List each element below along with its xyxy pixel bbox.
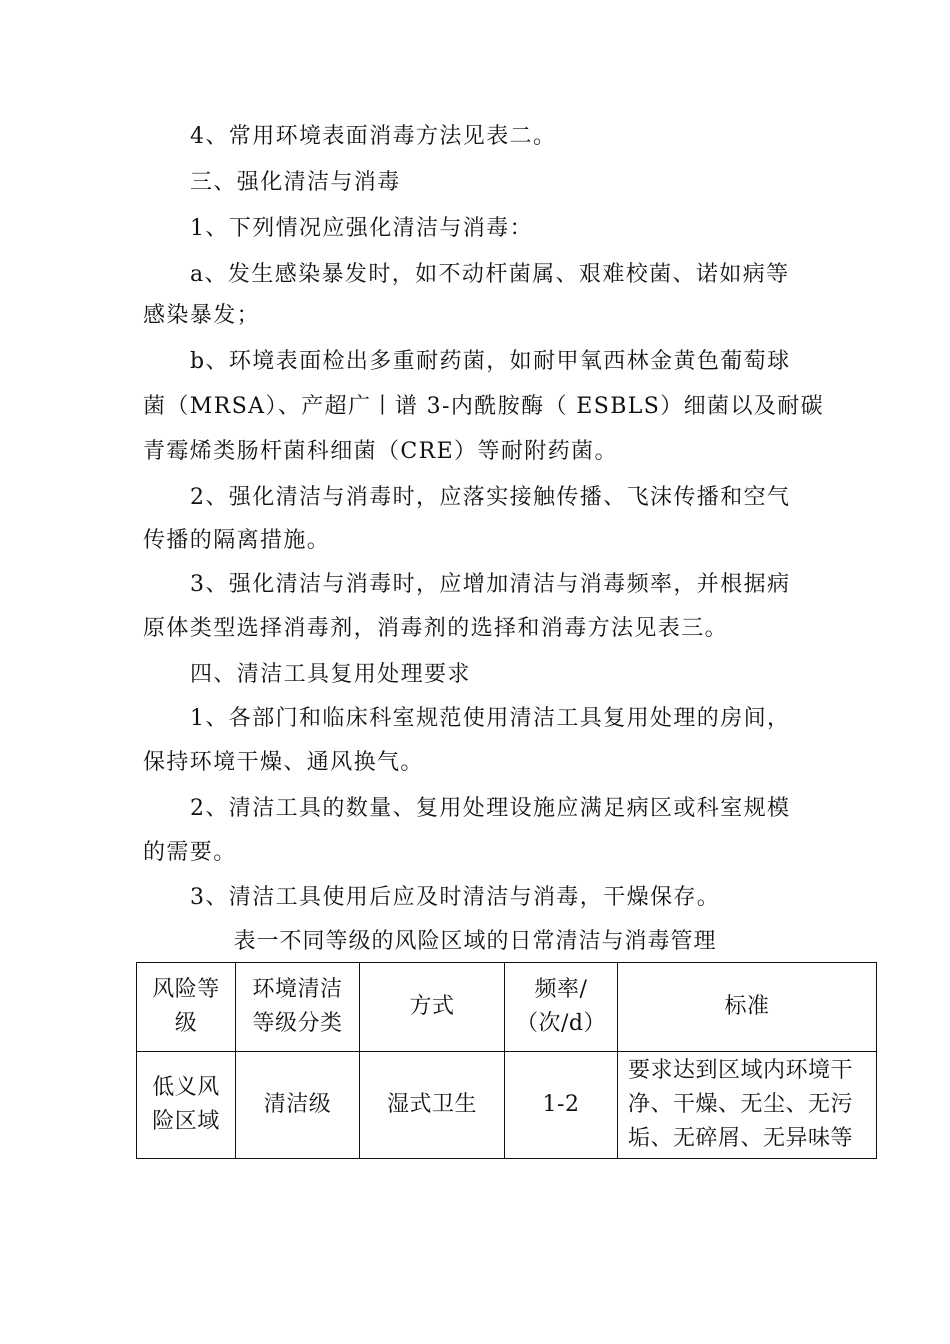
header-method: 方式 xyxy=(360,963,505,1052)
section-heading: 三、强化清洁与消毒 xyxy=(190,170,401,195)
cell-standard: 要求达到区域内环境干净、干燥、无尘、无污垢、无碎屑、无异味等 xyxy=(618,1052,877,1159)
paragraph-line: 2、强化清洁与消毒时，应落实接触传播、飞沫传播和空气 xyxy=(190,485,791,510)
paragraph-line: 3、清洁工具使用后应及时清洁与消毒，干燥保存。 xyxy=(190,885,721,910)
header-frequency: 频率/（次/d） xyxy=(505,963,618,1052)
header-cleaning-grade: 环境清洁等级分类 xyxy=(236,963,360,1052)
paragraph-line: 1、各部门和临床科室规范使用清洁工具复用处理的房间， xyxy=(190,706,791,731)
paragraph-line: 2、清洁工具的数量、复用处理设施应满足病区或科室规模 xyxy=(190,796,791,821)
header-risk-level: 风险等级 xyxy=(137,963,236,1052)
risk-area-table xyxy=(136,962,877,1159)
paragraph-line: 的需要。 xyxy=(143,840,237,865)
paragraph-line: 保持环境干燥、通风换气。 xyxy=(143,750,424,775)
paragraph-line: b、环境表面检出多重耐药菌，如耐甲氧西林金黄色葡萄球 xyxy=(190,349,791,374)
cell-risk-level: 低义风险区域 xyxy=(137,1052,236,1159)
paragraph-line: 4、常用环境表面消毒方法见表二。 xyxy=(190,124,557,149)
paragraph-line: 传播的隔离措施。 xyxy=(143,528,331,553)
cell-frequency: 1-2 xyxy=(505,1052,618,1159)
table-caption: 表一不同等级的风险区域的日常清洁与消毒管理 xyxy=(233,929,717,954)
cell-method: 湿式卫生 xyxy=(360,1052,505,1159)
paragraph-line: 1、下列情况应强化清洁与消毒： xyxy=(190,216,533,241)
cell-cleaning-grade: 清洁级 xyxy=(236,1052,360,1159)
paragraph-line: 青霉烯类肠杆菌科细菌（CRE）等耐附药菌。 xyxy=(143,439,618,464)
paragraph-line: 感染暴发； xyxy=(143,303,261,328)
section-heading: 四、清洁工具复用处理要求 xyxy=(190,662,471,687)
paragraph-line: 原体类型选择消毒剂，消毒剂的选择和消毒方法见表三。 xyxy=(143,616,729,641)
table-header-row xyxy=(137,963,877,1052)
paragraph-line: 菌（MRSA）、产超广丨谱 3-内酰胺酶（ ESBLS）细菌以及耐碳 xyxy=(143,394,825,419)
paragraph-line: a、发生感染暴发时，如不动杆菌属、艰难校菌、诺如病等 xyxy=(190,262,790,287)
paragraph-line: 3、强化清洁与消毒时，应增加清洁与消毒频率，并根据病 xyxy=(190,572,791,597)
header-standard: 标准 xyxy=(618,963,877,1052)
table-row xyxy=(137,1052,877,1159)
